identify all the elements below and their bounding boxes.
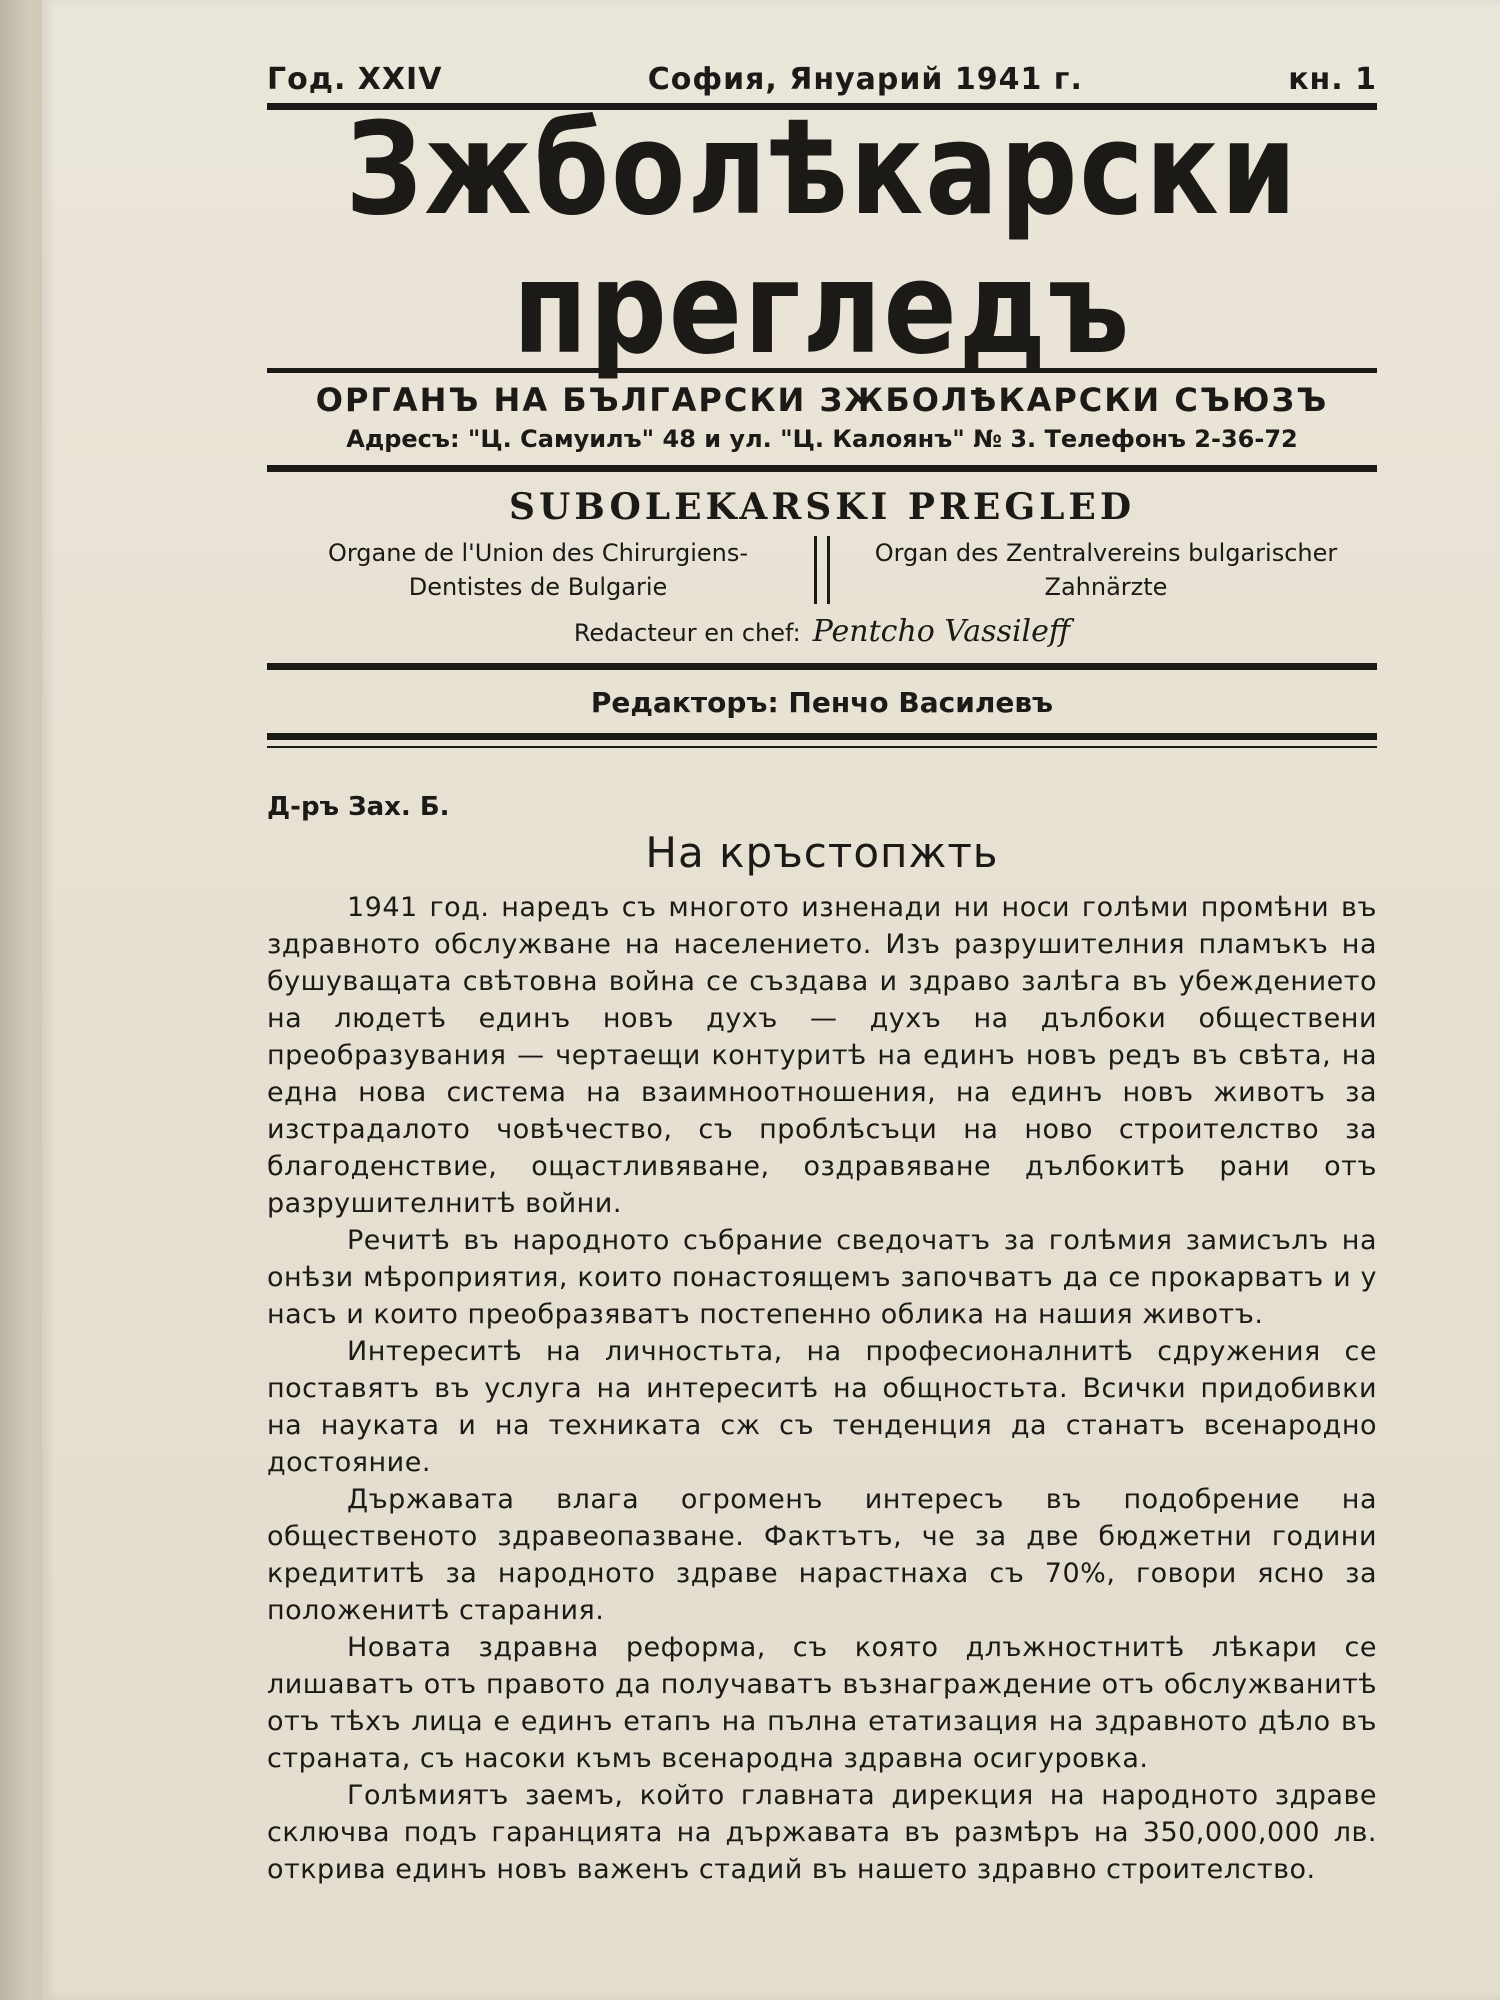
organ-subtitle: ОРГАНЪ НА БЪЛГАРСКИ ЗЖБОЛѢКАРСКИ СЪЮЗЪ xyxy=(315,381,1329,419)
paragraph: Държавата влага огроменъ интересъ въ подобрение на общественото здравеопазване. Фактътъ, че за две бюджетни години кредититѣ за народното здраве нарастнаха съ 70%, говори ясно за положенитѣ старания. xyxy=(267,1484,1377,1626)
rule xyxy=(267,663,1377,670)
place-date: София, Януарий 1941 г. xyxy=(647,62,1083,97)
editor-line: Редакторъ: Пенчо Василевъ xyxy=(590,686,1054,719)
paragraph: Голѣмиятъ заемъ, който главната дирекция на народното здраве сключва подъ гаранцията на държавата въ размѣръ на 350,000,000 лв. открива единъ новъ важенъ стадий въ нашето здравно строителство. xyxy=(267,1780,1377,1885)
german-organ: Organ des Zentralvereins bulgarischer Zahnärzte xyxy=(874,539,1338,601)
paragraph: Интереситѣ на личностьта, на професионалнитѣ сдружения се поставятъ въ услуга на интереситѣ на общностьта. Всички придобивки на науката и на техниката сж съ тенденция да станатъ всенародно достояние. xyxy=(267,1336,1377,1478)
rule xyxy=(267,733,1377,740)
address-line: Адресъ: "Ц. Самуилъ" 48 и ул. "Ц. Калоянъ" № 3. Телефонъ 2-36-72 xyxy=(346,425,1298,453)
rule xyxy=(267,465,1377,472)
chief-editor-label: Redacteur en chef: xyxy=(573,619,801,647)
masthead-title: Зжболѣкарски прегледъ xyxy=(345,96,1299,383)
rule xyxy=(267,746,1377,748)
volume-year: Год. XXIV xyxy=(267,62,443,97)
column-separator xyxy=(814,536,830,604)
bilingual-organ xyxy=(267,536,1377,604)
binding-gutter xyxy=(0,0,42,2000)
french-organ: Organe de l'Union des Chirurgiens-Dentistes de Bulgarie xyxy=(327,539,749,601)
article-body xyxy=(267,889,1377,1888)
journal-page xyxy=(42,0,1500,2000)
chief-editor-line xyxy=(267,614,1377,649)
article-title: На кръстопжть xyxy=(645,828,999,877)
article-author: Д-ръ Зах. Б. xyxy=(267,792,450,822)
chief-editor-name: Pentcho Vassileff xyxy=(812,614,1071,649)
paragraph: Новата здравна реформа, съ която длъжностнитѣ лѣкари се лишаватъ отъ правото да получаватъ възнаграждение отъ обслужванитѣ отъ тѣхъ лица е единъ етапъ на пълна етатизация на здравното дѣло въ страната, съ насоки къмъ всенародна здравна осигуровка. xyxy=(267,1632,1377,1774)
paragraph: 1941 год. наредъ съ многото изненади ни носи голѣми промѣни въ здравното обслужване на населението. Изъ разрушителния пламъкъ на бушуващата свѣтовна война се създава и здраво залѣга въ убеждението на людетѣ единъ новъ духъ — духъ на дълбоки обществени преобразувания — чертаещи контуритѣ на единъ новъ редъ въ свѣта, на една нова система на взаимноотношения, на единъ новъ животъ за изстрадалото човѣчество, съ проблѣсъци на ново строителство за благоденствие, ощастливяване, оздравяване дълбокитѣ рани отъ разрушителнитѣ войни. xyxy=(267,892,1377,1219)
latin-title: SUBOLEKARSKI PREGLED xyxy=(508,486,1136,528)
issue-number: кн. 1 xyxy=(1288,62,1377,97)
paragraph: Речитѣ въ народното събрание сведочатъ за голѣмия замисълъ на онѣзи мѣроприятия, които понастоящемъ започватъ да се прокарватъ и у насъ и които преобразяватъ постепенно облика на нашия животъ. xyxy=(267,1225,1377,1330)
page-content xyxy=(267,62,1377,1888)
